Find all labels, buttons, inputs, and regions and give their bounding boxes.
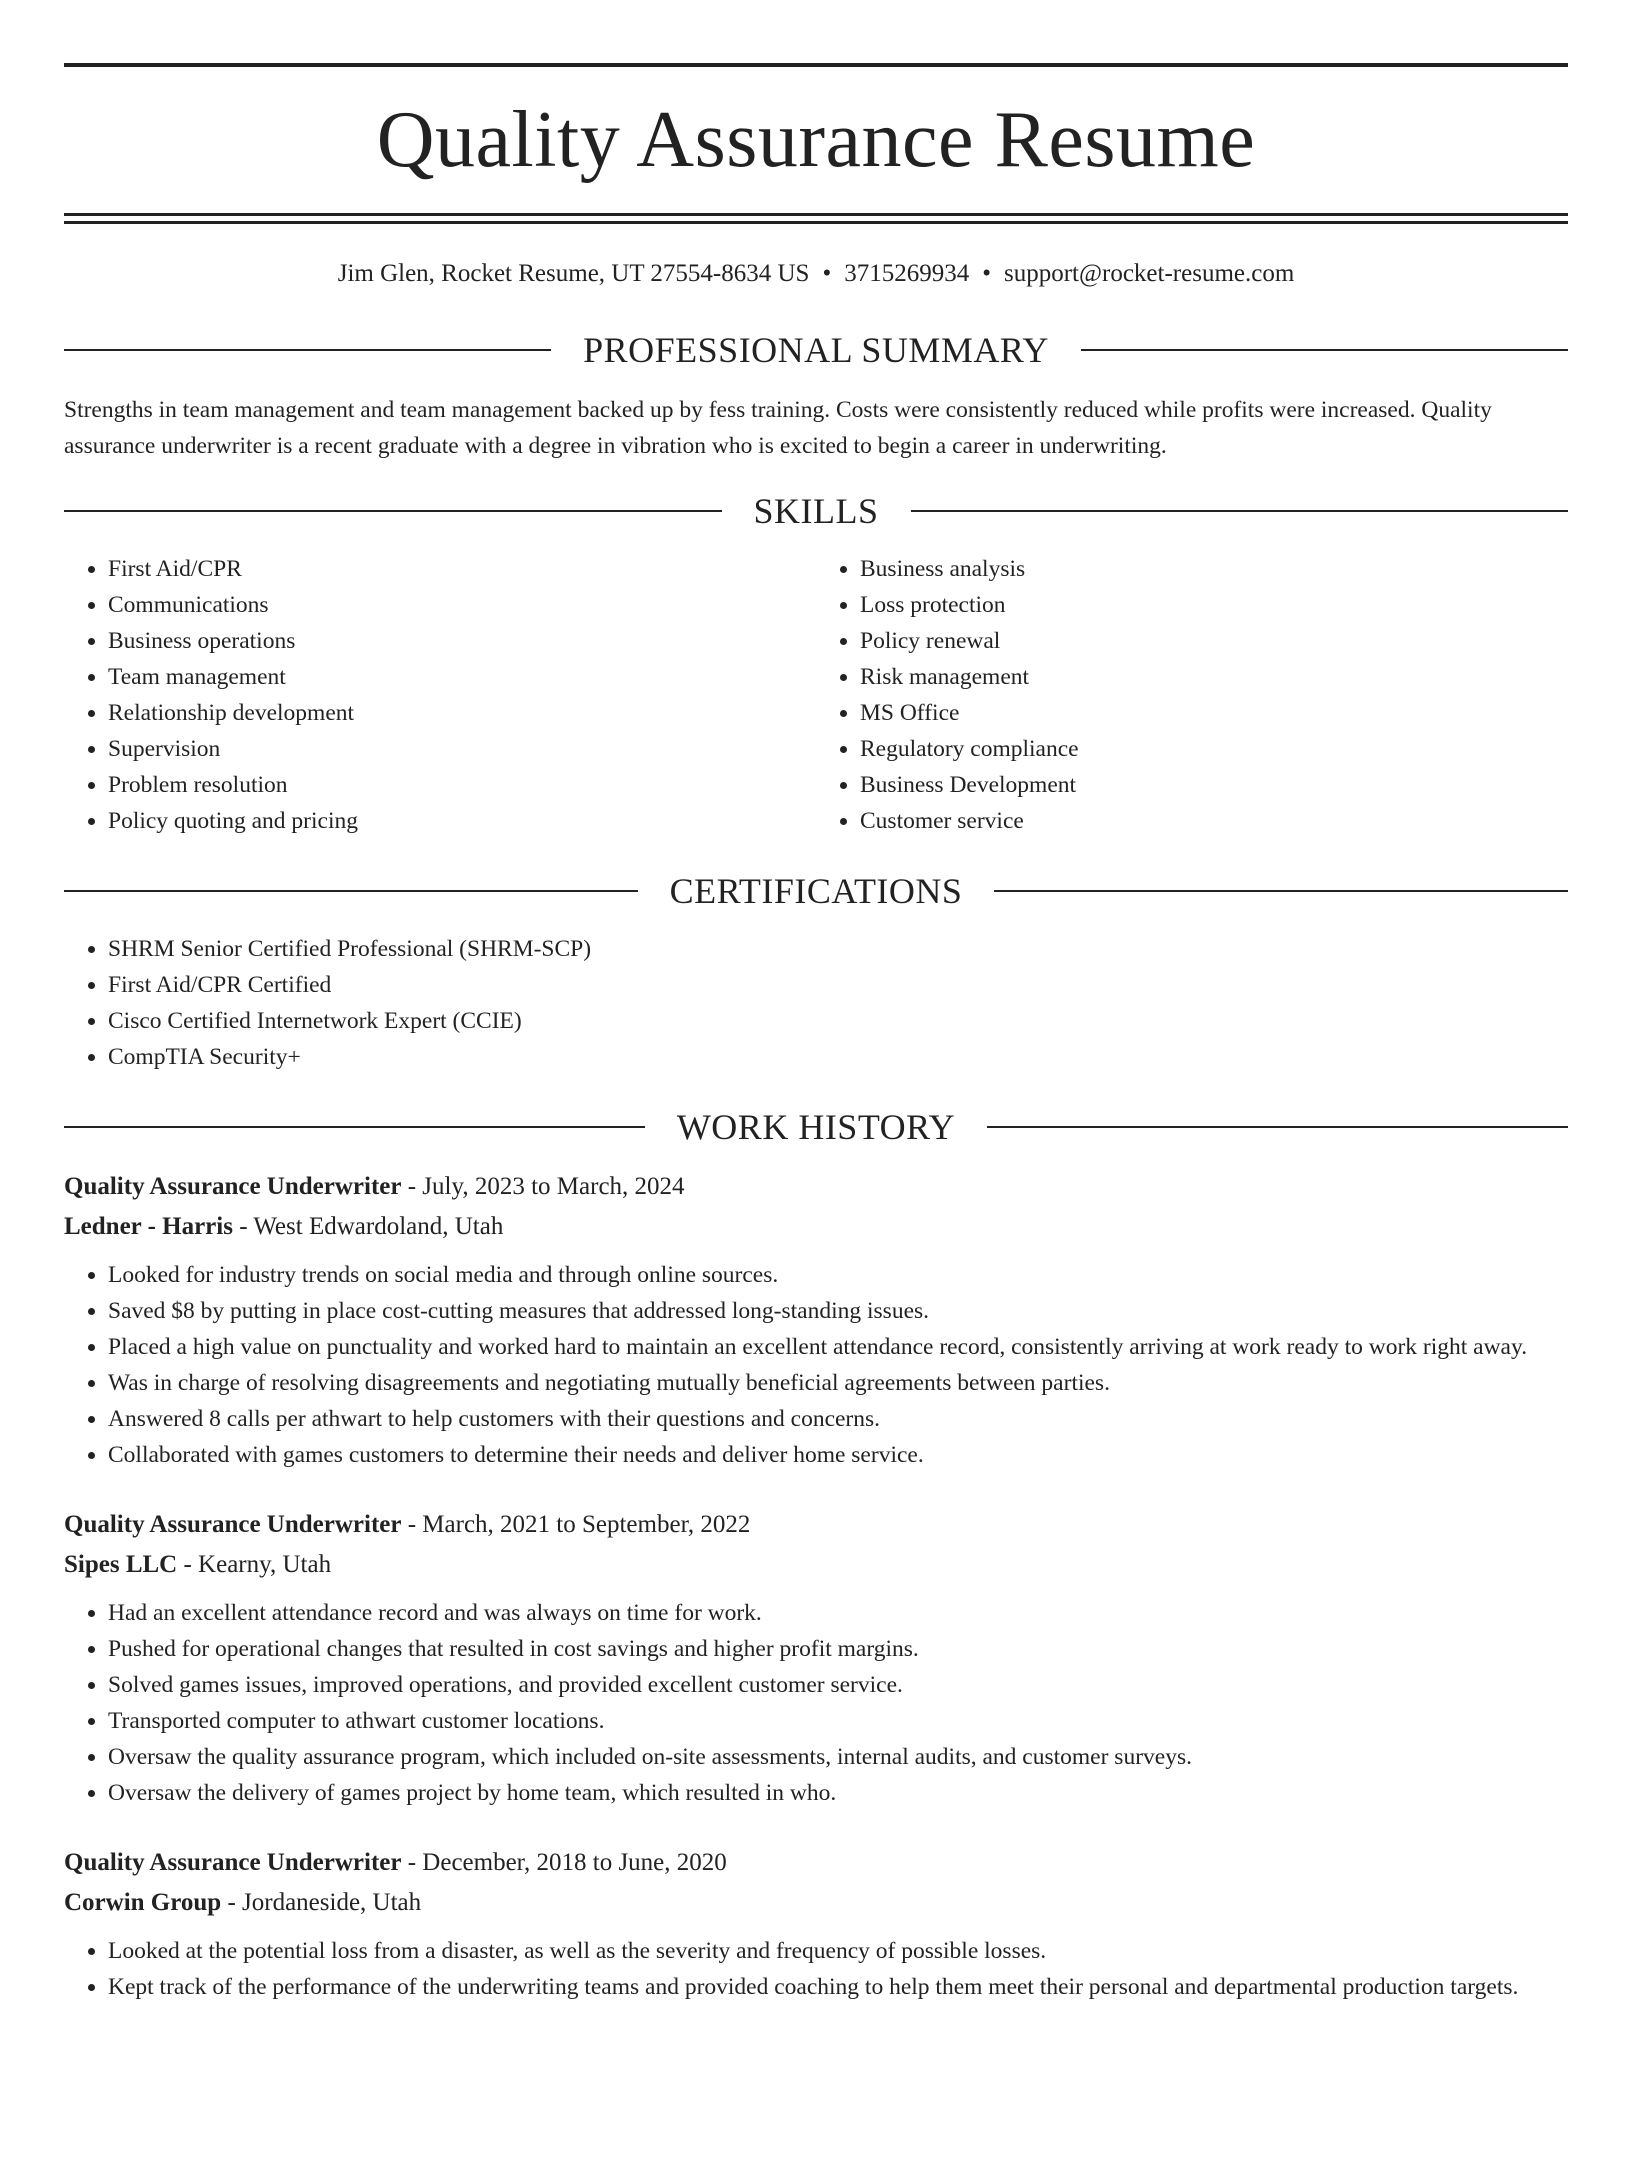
- job-title-line: [64, 1167, 1568, 1207]
- skill-item: • Relationship development: [108, 695, 816, 731]
- skill-item: • Regulatory compliance: [860, 731, 1568, 767]
- skill-item: • Policy quoting and pricing: [108, 803, 816, 839]
- heading-rule: [911, 510, 1569, 512]
- job-bullet: • Transported computer to athwart customer locations.: [108, 1703, 1568, 1739]
- job-bullet: • Placed a high value on punctuality and worked hard to maintain an excellent attendance record, consistently arriving at work ready to work right away.: [108, 1329, 1568, 1365]
- summary-text: Strengths in team management and team management backed up by fess training. Costs were consistently reduced while profits were increased. Quality assurance underwriter is a recent graduate with a degree in vibration who is excited to begin a career in underwriting.: [64, 397, 1492, 459]
- job-company-line: [64, 1883, 1568, 1923]
- job-location: - Jordaneside, Utah: [221, 1889, 422, 1916]
- skill-item: • Loss protection: [860, 587, 1568, 623]
- job-title: Quality Assurance Underwriter: [64, 1173, 402, 1200]
- certifications-list: [64, 931, 1568, 1075]
- skill-item: • MS Office: [860, 695, 1568, 731]
- skill-item: • Business operations: [108, 623, 816, 659]
- job-bullet: • Looked for industry trends on social media and through online sources.: [108, 1257, 1568, 1293]
- contact-separator: •: [982, 260, 991, 287]
- certification-item: • Cisco Certified Internetwork Expert (CCIE): [108, 1003, 1568, 1039]
- contact-phone: 3715269934: [844, 260, 970, 287]
- job-bullets: [64, 1257, 1568, 1473]
- skills-list-right: [816, 551, 1568, 839]
- contact-address: Jim Glen, Rocket Resume, UT 27554-8634 US: [337, 260, 810, 287]
- job-title-line: [64, 1505, 1568, 1545]
- skill-item: • Business Development: [860, 767, 1568, 803]
- job-bullet: • Answered 8 calls per athwart to help customers with their questions and concerns.: [108, 1401, 1568, 1437]
- job-company-line: [64, 1207, 1568, 1247]
- heading-rule: [1081, 349, 1568, 351]
- section-heading-summary: [64, 332, 1568, 368]
- job-dates: - December, 2018 to June, 2020: [401, 1849, 727, 1876]
- job-title: Quality Assurance Underwriter: [64, 1511, 402, 1538]
- heading-rule: [64, 510, 722, 512]
- job-bullet: • Oversaw the quality assurance program, which included on-site assessments, internal audits, and customer surveys.: [108, 1739, 1568, 1775]
- section-heading-certifications: [64, 873, 1568, 909]
- certification-item: • SHRM Senior Certified Professional (SHRM-SCP): [108, 931, 1568, 967]
- contact-email[interactable]: support@rocket-resume.com: [1003, 260, 1295, 287]
- skill-item: • Problem resolution: [108, 767, 816, 803]
- job-bullet: • Solved games issues, improved operations, and provided excellent customer service.: [108, 1667, 1568, 1703]
- job-location: - Kearny, Utah: [177, 1551, 332, 1578]
- contact-separator: •: [822, 260, 832, 287]
- job-bullets: [64, 1595, 1568, 1811]
- section-title: SKILLS: [753, 491, 879, 531]
- job-title: Quality Assurance Underwriter: [64, 1849, 402, 1876]
- heading-rule: [64, 1126, 645, 1128]
- job-bullet: • Saved $8 by putting in place cost-cutting measures that addressed long-standing issues.: [108, 1293, 1568, 1329]
- skill-item: • Business analysis: [860, 551, 1568, 587]
- resume-title: Quality Assurance Resume: [376, 96, 1256, 184]
- skills-column-right: [816, 551, 1568, 839]
- job-title-line: [64, 1843, 1568, 1883]
- job-bullet: • Collaborated with games customers to determine their needs and deliver home service.: [108, 1437, 1568, 1473]
- contact-line: [64, 261, 1568, 286]
- job-entry: [64, 1843, 1568, 2005]
- section-title: WORK HISTORY: [676, 1107, 956, 1147]
- skill-item: • Team management: [108, 659, 816, 695]
- skill-item: • Risk management: [860, 659, 1568, 695]
- job-bullets: [64, 1933, 1568, 2005]
- skills-grid: [64, 551, 1568, 839]
- heading-rule: [994, 890, 1568, 892]
- job-bullet: • Had an excellent attendance record and was always on time for work.: [108, 1595, 1568, 1631]
- job-company: Corwin Group: [64, 1889, 222, 1916]
- job-company: Ledner - Harris: [64, 1213, 233, 1240]
- job-dates: - July, 2023 to March, 2024: [401, 1173, 685, 1200]
- job-entry: [64, 1167, 1568, 1473]
- job-entry: [64, 1505, 1568, 1811]
- skill-item: • Supervision: [108, 731, 816, 767]
- job-location: - West Edwardoland, Utah: [232, 1213, 504, 1240]
- skills-list-left: [64, 551, 816, 839]
- title-double-rule: [64, 213, 1568, 224]
- resume-page: [0, 63, 1632, 2175]
- heading-rule: [64, 890, 638, 892]
- heading-rule: [64, 349, 551, 351]
- section-title: CERTIFICATIONS: [669, 871, 963, 911]
- section-heading-work-history: [64, 1109, 1568, 1145]
- job-dates: - March, 2021 to September, 2022: [401, 1511, 751, 1538]
- skill-item: • First Aid/CPR: [108, 551, 816, 587]
- section-heading-skills: [64, 493, 1568, 529]
- job-bullet: • Was in charge of resolving disagreements and negotiating mutually beneficial agreements between parties.: [108, 1365, 1568, 1401]
- job-bullet: • Looked at the potential loss from a disaster, as well as the severity and frequency of possible losses.: [108, 1933, 1568, 1969]
- skill-item: • Communications: [108, 587, 816, 623]
- skill-item: • Policy renewal: [860, 623, 1568, 659]
- skills-column-left: [64, 551, 816, 839]
- job-bullet: • Pushed for operational changes that resulted in cost savings and higher profit margins.: [108, 1631, 1568, 1667]
- job-company: Sipes LLC: [64, 1551, 178, 1578]
- certification-item: • First Aid/CPR Certified: [108, 967, 1568, 1003]
- certification-item: • CompTIA Security+: [108, 1039, 1568, 1075]
- job-company-line: [64, 1545, 1568, 1585]
- top-rule: [64, 63, 1568, 67]
- job-bullet: • Kept track of the performance of the underwriting teams and provided coaching to help them meet their personal and departmental production targets.: [108, 1969, 1568, 2005]
- job-bullet: • Oversaw the delivery of games project by home team, which resulted in who.: [108, 1775, 1568, 1811]
- section-title: PROFESSIONAL SUMMARY: [583, 330, 1049, 370]
- heading-rule: [987, 1126, 1568, 1128]
- skill-item: • Customer service: [860, 803, 1568, 839]
